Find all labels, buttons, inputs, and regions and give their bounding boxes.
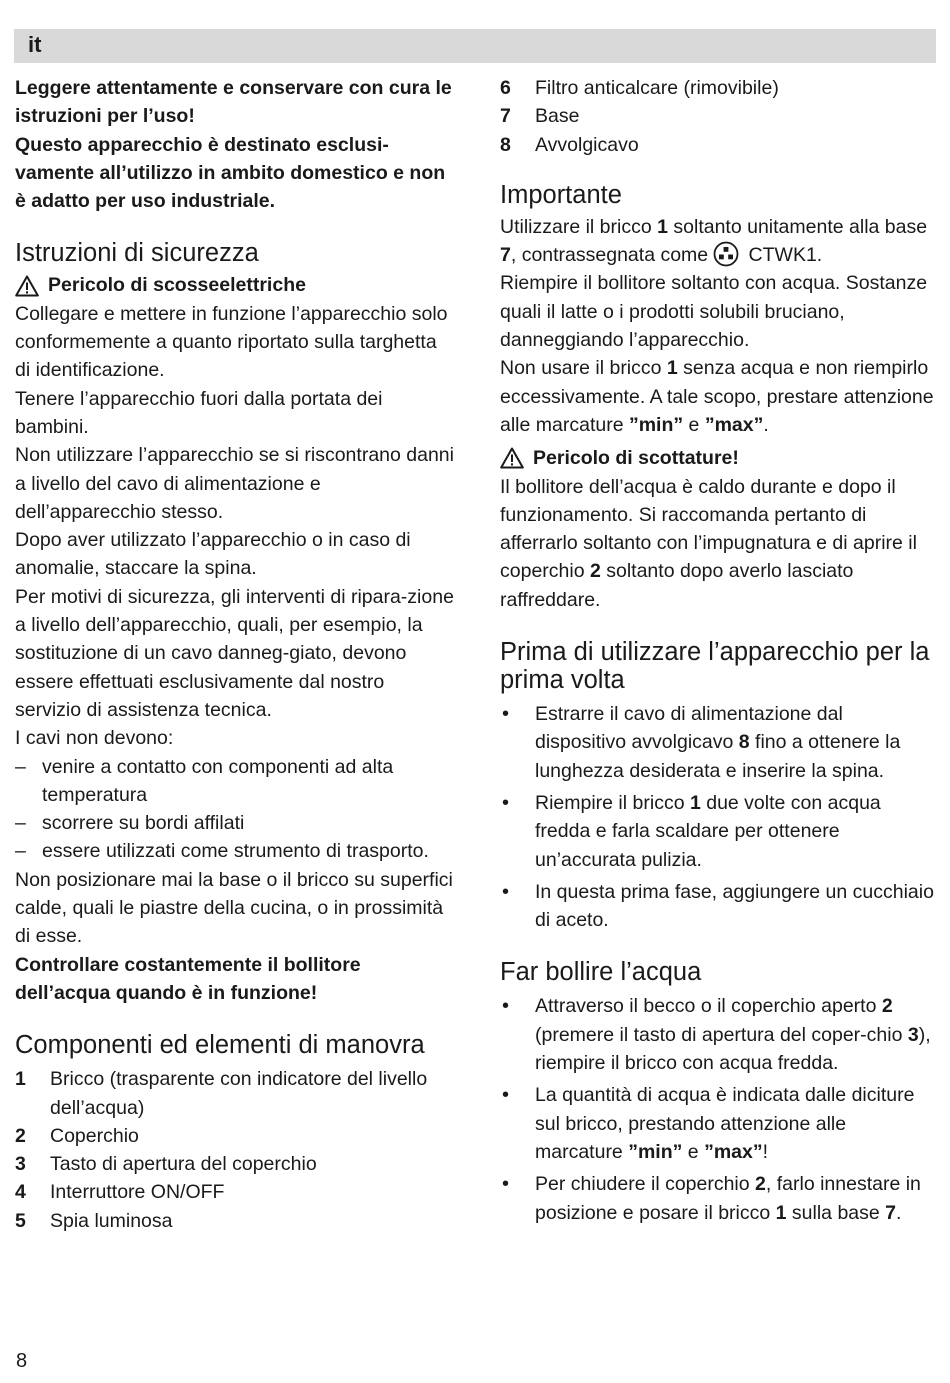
cable-rule-item: – venire a contatto con componenti ad alta temperatura [15, 753, 455, 810]
language-header-bar [14, 29, 936, 63]
component-number: 5 [15, 1209, 26, 1232]
component-item [500, 74, 938, 102]
intro-read-instructions: Leggere attentamente e conservare con cura le istruzioni per l’uso! [15, 77, 452, 128]
warning-triangle-icon [500, 447, 524, 469]
component-label: Bricco (trasparente con indicatore del livello dell’acqua) [50, 1068, 428, 1119]
component-number: 7 [500, 105, 511, 128]
text-run: CTWK1. [743, 244, 823, 267]
burn-warning-paragraph [500, 473, 938, 614]
ref-number: 3 [907, 1023, 919, 1046]
text-run: Il bollitore dell’acqua è caldo durante e dopo il funzionamento. Si raccomanda pertanto di afferrarlo soltanto con l’impugnatura e di aprire il coperchio [500, 475, 917, 583]
ref-number: 7 [885, 1201, 897, 1224]
safety-heading: Istruzioni di sicurezza [15, 239, 259, 268]
ref-number: 1 [775, 1201, 787, 1224]
component-label: Filtro anticalcare (rimovibile) [535, 77, 779, 99]
important-minmax-paragraph [500, 354, 938, 439]
ref-number: 1 [689, 791, 701, 814]
text-run: senza acqua e non riempirlo eccessivamente. A tale scopo, prestare attenzione alle marcature [500, 357, 934, 436]
safety-paragraph: Collegare e mettere in funzione l’apparecchio solo conformemente a quanto riportato sulla targhetta di identificazione. [15, 302, 448, 382]
text-run: ), riempire il bricco con acqua fredda. [535, 1023, 931, 1075]
component-number: 4 [15, 1181, 26, 1204]
boil-step [500, 1170, 938, 1227]
ref-number: 1 [666, 357, 678, 380]
component-number: 6 [500, 77, 511, 99]
component-number: 1 [15, 1068, 26, 1091]
cable-rule-item: – scorrere su bordi affilati [15, 809, 455, 837]
first-use-step [500, 789, 938, 874]
first-use-step: • In questa prima fase, aggiungere un cucchiaio di aceto. [500, 878, 938, 935]
text-run: Riempire il bricco [535, 791, 690, 814]
max-marking: ”max” [704, 1140, 763, 1163]
hot-surface-paragraph: Non posizionare mai la base o il bricco su superfici calde, quali le piastre della cucina, o in prossimità di esse. [15, 868, 453, 948]
text-run: (premere il tasto di apertura del coper-chio [535, 1023, 908, 1046]
component-item [15, 1178, 455, 1206]
text-run: e [682, 1140, 705, 1163]
important-heading: Importante [500, 180, 622, 209]
ref-number: 2 [755, 1173, 766, 1196]
component-label: Base [535, 105, 580, 128]
safety-paragraph: Tenere l’apparecchio fuori dalla portata dei bambini. [15, 387, 383, 438]
min-marking: ”min” [628, 413, 684, 436]
text-run: Estrarre il cavo di alimentazione dal dispositivo avvolgicavo [535, 703, 843, 754]
text-run: , contrassegnata come [510, 244, 709, 267]
component-item [15, 1065, 455, 1122]
text-run: Per chiudere il coperchio [535, 1173, 756, 1196]
component-item [500, 102, 938, 130]
component-number: 3 [15, 1153, 26, 1176]
first-use-step [500, 700, 938, 785]
component-label: Coperchio [50, 1124, 139, 1147]
text-run: due volte con acqua fredda e farla scaldare per ottenere un’accurata pulizia. [535, 791, 881, 871]
text-run: Utilizzare il bricco [500, 215, 658, 238]
text-run: Attraverso il becco o il coperchio aperto [535, 995, 882, 1018]
boil-step [500, 1081, 938, 1166]
important-water-only-paragraph: Riempire il bollitore soltanto con acqua. Sostanze quali il latte o i prodotti solubili bruciano, danneggiando l’apparecchio. [500, 272, 928, 352]
component-item [15, 1122, 455, 1150]
text-run: Non usare il bricco [500, 357, 667, 380]
ref-number: 2 [881, 995, 893, 1018]
max-marking: ”max” [704, 413, 764, 436]
component-label: Spia luminosa [50, 1209, 173, 1232]
ref-number: 1 [657, 215, 668, 238]
text-run: , farlo innestare in posizione e posare il bricco [535, 1173, 921, 1224]
component-number: 8 [500, 133, 511, 156]
base-symbol-icon [713, 241, 739, 267]
text-run: soltanto unitamente alla base [667, 215, 928, 238]
components-heading: Componenti ed elementi di manovra [15, 1031, 425, 1060]
component-number: 2 [15, 1124, 26, 1147]
component-item [15, 1207, 455, 1235]
burn-warning-heading [500, 444, 938, 472]
text-run: soltanto dopo averlo lasciato raffreddare. [500, 560, 854, 611]
text-run: fino a ottenere la lunghezza desiderata e inserire la spina. [535, 731, 901, 782]
safety-paragraph: Per motivi di sicurezza, gli interventi di ripara-zione a livello dell’apparecchio, quali, per esempio, la sostituzione di un cavo danneg-giato, devono essere effettuati esclusivamente dal nostro servizio di assistenza tecnica. [15, 585, 454, 721]
ref-number: 2 [589, 560, 601, 583]
ref-number: 7 [500, 244, 511, 267]
boil-step [500, 992, 938, 1077]
burn-warning-title: Pericolo di scottature! [533, 447, 739, 470]
cable-rule-item: – essere utilizzati come strumento di trasporto. [15, 837, 455, 865]
safety-paragraph: Non utilizzare l’apparecchio se si riscontrano danni a livello del cavo di alimentazione e dell’apparecchio stesso. [15, 444, 454, 523]
page-number: 8 [16, 1350, 28, 1372]
text-run: . [763, 413, 769, 436]
language-code: it [28, 32, 42, 57]
min-marking: ”min” [628, 1140, 683, 1163]
boil-water-heading: Far bollire l’acqua [500, 958, 702, 987]
component-label: Interruttore ON/OFF [50, 1181, 225, 1204]
component-label: Tasto di apertura del coperchio [50, 1153, 317, 1176]
shock-warning-heading [15, 271, 455, 299]
text-run: La quantità di acqua è indicata dalle diciture sul bricco, prestando attenzione alle marcature [535, 1084, 915, 1163]
supervision-note: Controllare costantemente il bollitore dell’acqua quando è in funzione! [15, 953, 361, 1004]
component-item [500, 131, 938, 159]
text-run: sulla base [786, 1201, 886, 1224]
intro-domestic-use: Questo apparecchio è destinato esclusi-vamente all’utilizzo in ambito domestico e non è adatto per uso industriale. [15, 133, 446, 213]
important-base-paragraph [500, 213, 938, 270]
first-use-heading: Prima di utilizzare l’apparecchio per la prima volta [500, 638, 930, 695]
warning-triangle-icon [15, 275, 39, 297]
text-run: ! [762, 1140, 769, 1163]
shock-warning-title: Pericolo di scosseelettriche [48, 274, 306, 297]
left-column [15, 74, 455, 1235]
right-column [500, 74, 938, 1227]
text-run: . [896, 1201, 902, 1224]
text-run: e [683, 413, 705, 436]
ref-number: 8 [738, 731, 750, 754]
component-item [15, 1150, 455, 1178]
safety-paragraph: Dopo aver utilizzato l’apparecchio o in caso di anomalie, staccare la spina. [15, 529, 411, 580]
component-label: Avvolgicavo [535, 133, 639, 156]
safety-paragraph: I cavi non devono: [15, 727, 174, 750]
